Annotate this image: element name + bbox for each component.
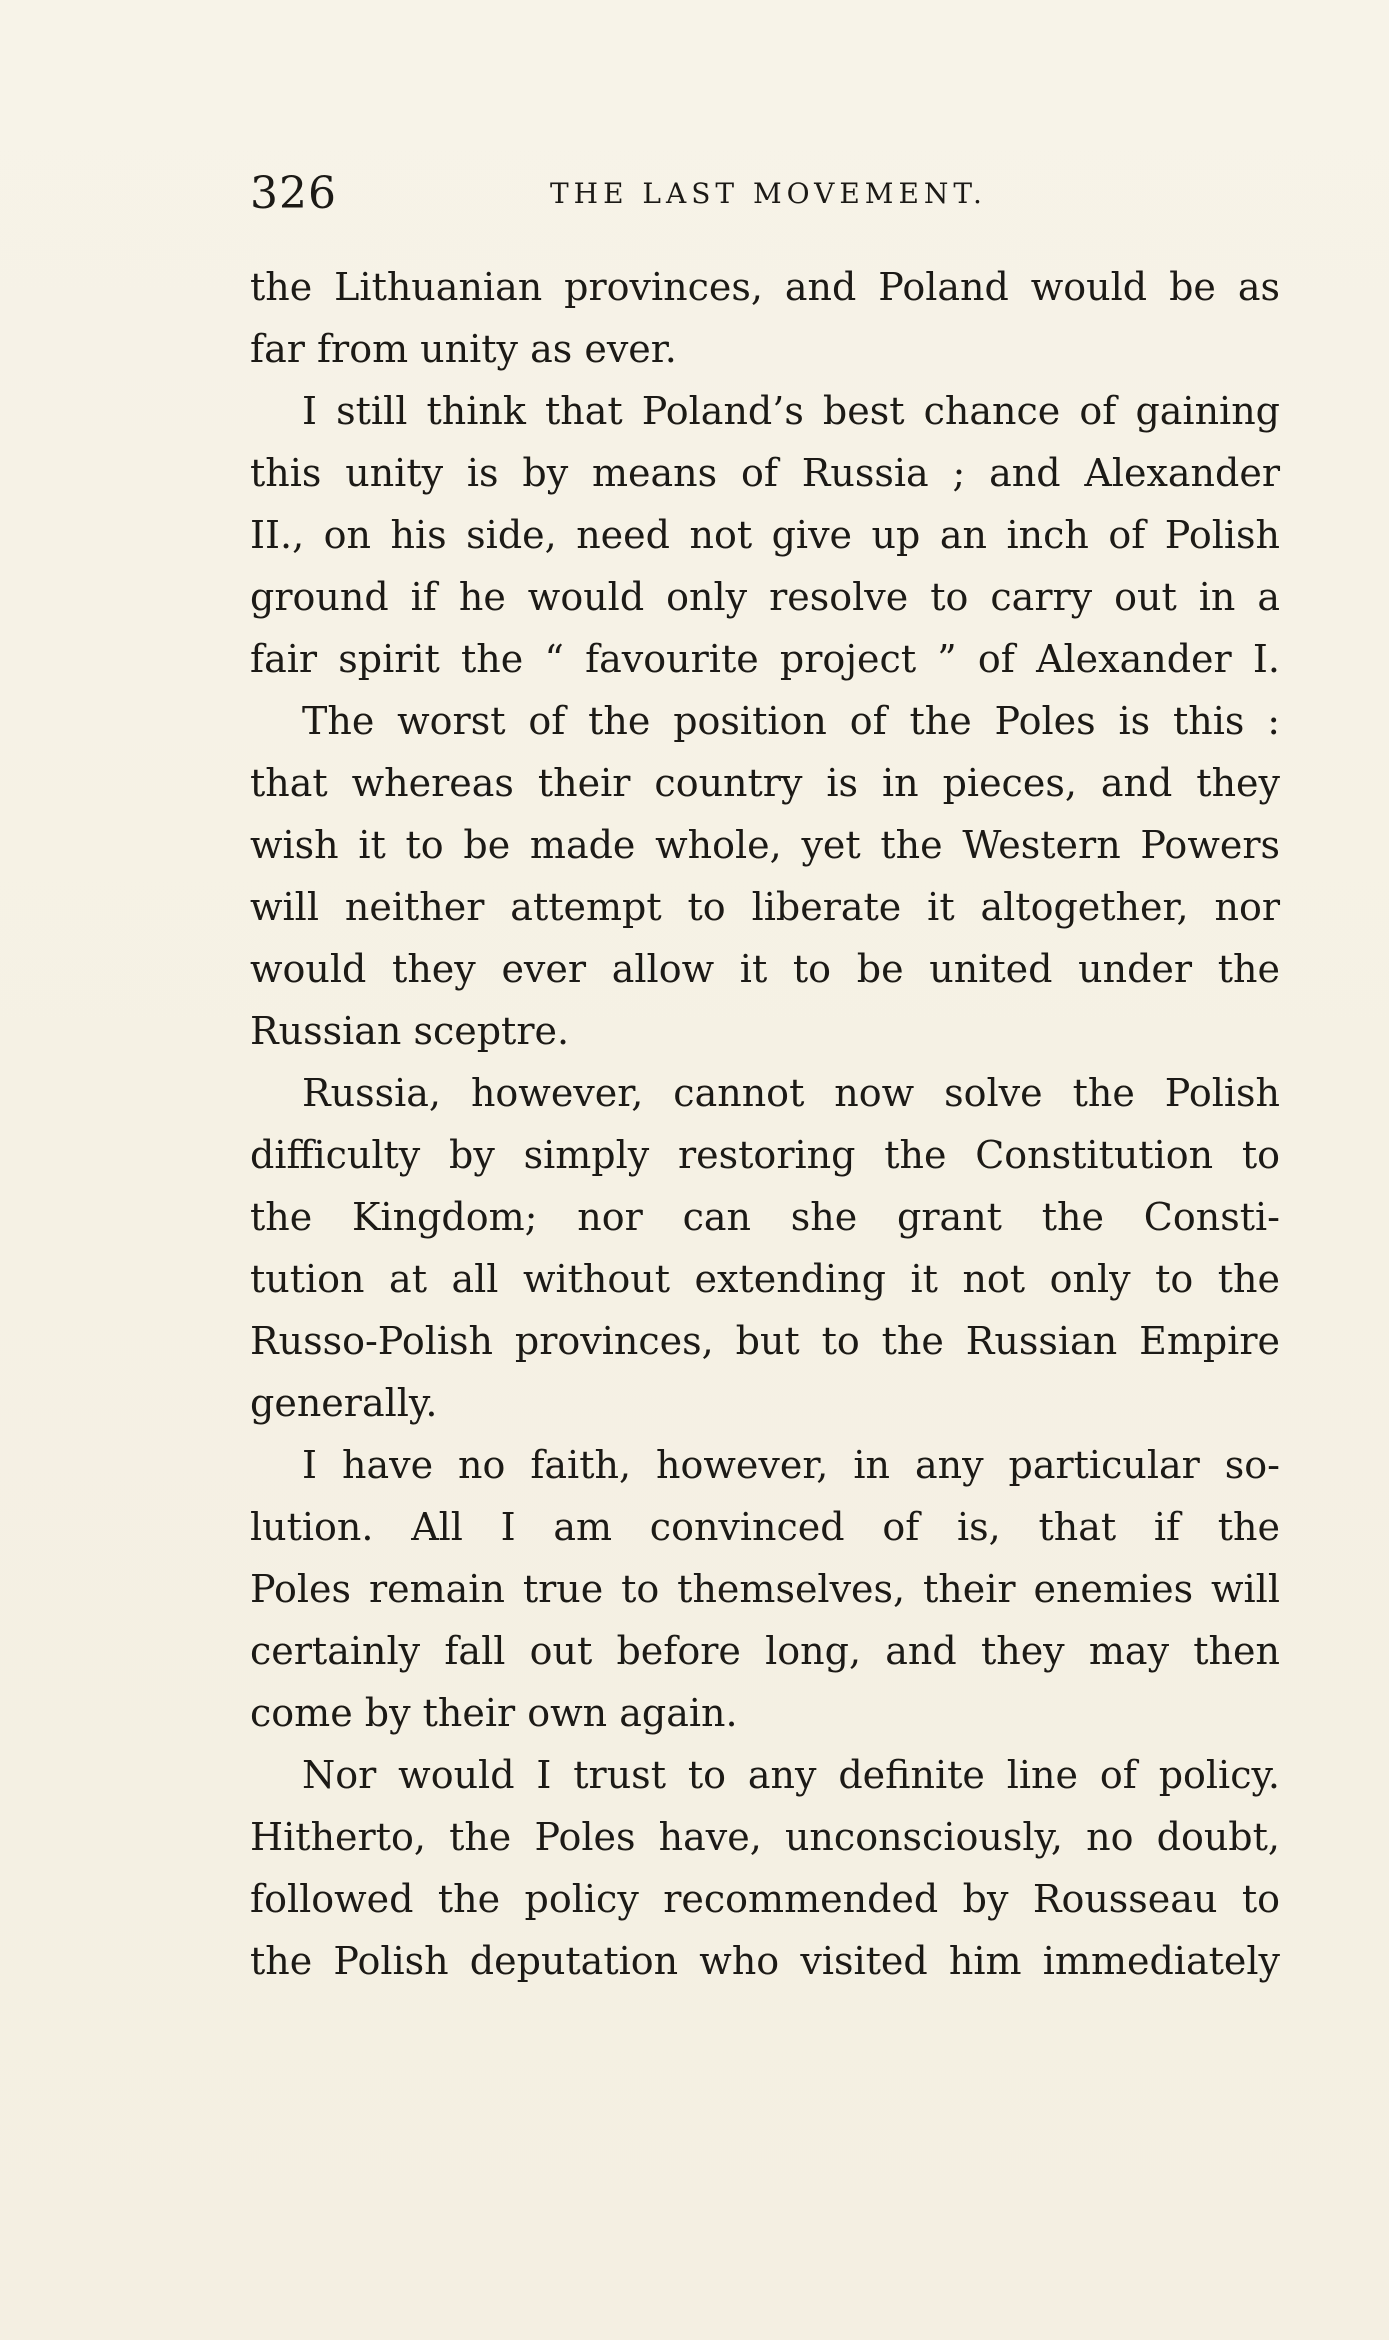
text-line: the Lithuanian provinces, and Poland would be as (250, 265, 1280, 309)
body-text (250, 256, 1280, 1992)
text-line: Nor would I trust to any definite line of policy. (302, 1753, 1280, 1797)
text-line: certainly fall out before long, and they may then (250, 1629, 1280, 1673)
text-line: will neither attempt to liberate it altogether, nor (250, 885, 1280, 929)
text-line: I still think that Poland’s best chance of gaining (302, 389, 1280, 433)
text-line: this unity is by means of Russia ; and Alexander (250, 451, 1280, 495)
text-line: far from unity as ever. (250, 327, 677, 371)
page-header (250, 164, 1280, 224)
text-line: lution. All I am convinced of is, that if the (250, 1505, 1280, 1549)
text-line: fair spirit the “ favourite project ” of Alexander I. (250, 637, 1280, 681)
text-line: The worst of the position of the Poles is this : (302, 699, 1280, 743)
text-line: tution at all without extending it not only to the (250, 1257, 1280, 1301)
text-line: Russo-Polish provinces, but to the Russian Empire (250, 1319, 1280, 1363)
text-line: Russia, however, cannot now solve the Polish (302, 1071, 1280, 1115)
text-line: generally. (250, 1381, 438, 1425)
page-number: 326 (250, 168, 337, 219)
text-line: I have no faith, however, in any particular so- (302, 1443, 1280, 1487)
text-line: wish it to be made whole, yet the Western Powers (250, 823, 1280, 867)
running-head: THE LAST MOVEMENT. (550, 177, 987, 210)
text-line: difficulty by simply restoring the Constitution to (250, 1133, 1280, 1177)
text-line: Russian sceptre. (250, 1009, 570, 1053)
text-line: that whereas their country is in pieces, and they (250, 761, 1280, 805)
text-line: Hitherto, the Poles have, unconsciously, no doubt, (250, 1815, 1280, 1859)
text-line: ground if he would only resolve to carry out in a (250, 575, 1280, 619)
text-line: come by their own again. (250, 1691, 738, 1735)
text-line: Poles remain true to themselves, their enemies will (250, 1567, 1280, 1611)
text-line: the Kingdom; nor can she grant the Consti- (250, 1195, 1280, 1239)
text-line: would they ever allow it to be united under the (250, 947, 1280, 991)
text-line: followed the policy recommended by Rousseau to (250, 1877, 1280, 1921)
text-line: the Polish deputation who visited him immediately (250, 1939, 1280, 1983)
text-line: II., on his side, need not give up an inch of Polish (250, 513, 1280, 557)
